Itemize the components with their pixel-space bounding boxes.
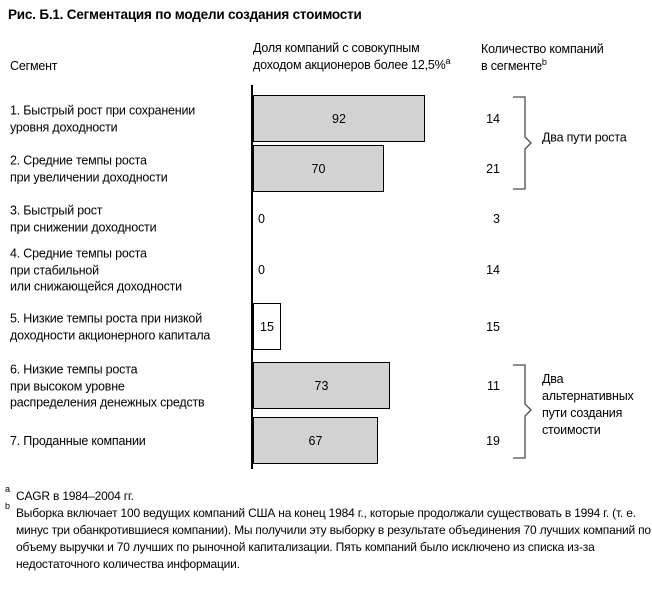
- segment-count-4: 14: [486, 263, 500, 277]
- segment-label-3: 3. Быстрый рост при снижении доходности: [10, 203, 157, 234]
- segment-label-7: 7. Проданные компании: [10, 433, 146, 448]
- bar-value-label: 73: [314, 378, 329, 393]
- segment-count-6: 11: [487, 379, 500, 393]
- share-bar-5: [253, 303, 281, 350]
- chart-baseline-axis: [251, 85, 253, 469]
- column-header-count-line2: в сегменте$^b$: [481, 56, 547, 73]
- segment-count-1: 14: [486, 112, 500, 126]
- zero-value-label-3: 0: [258, 212, 265, 226]
- footnote-marker-b-ref: b: [541, 56, 547, 67]
- share-bar-1: [253, 95, 425, 142]
- bar-value-label: 67: [308, 433, 323, 448]
- footnote-b-text: Выборка включает 100 ведущих компаний США на конец 1984 г., которые продолжали существовать в 1994 г. (т. е. минус три обанкротившиеся компании). Мы получили эту выборку в результате объединения 70 лучших компаний по объему выручки и 70 лучших по рыночной капитализации. Пять компаний было исключено из списка из-за недостаточного количества информации.: [16, 506, 651, 571]
- segment-label-1: 1. Быстрый рост при сохранении уровня доходности: [10, 103, 196, 134]
- column-header-count: [481, 41, 631, 74]
- segment-label-6: 6. Низкие темпы роста при высоком уровне распределения денежных средств: [10, 362, 205, 410]
- segment-label-2: 2. Средние темпы роста при увеличении доходности: [10, 153, 168, 184]
- footnote-a: a CAGR в 1984–2004 гг.: [5, 484, 134, 503]
- segment-count-2: 21: [486, 162, 500, 176]
- column-header-share-line1: Доля компаний с совокупным: [253, 41, 420, 55]
- share-bar-2: [253, 145, 384, 192]
- segment-count-5: 15: [486, 320, 500, 334]
- column-header-share-line2: доходом акционеров более 12,5%$^a$: [253, 55, 451, 72]
- bar-value-label: 15: [260, 319, 274, 334]
- brace-growth-paths: [511, 96, 533, 190]
- footnote-b: b Выборка включает 100 ведущих компаний США на конец 1984 г., которые продолжали существовать в 1994 г. (т. е. минус три обанкротившиеся компании). Мы получили эту выборку в результате объединения 70 лучших компаний по объему выручки и 70 лучших по рыночной капитализации. Пять компаний было исключено из списка из-за недостаточного количества информации.: [5, 501, 651, 571]
- segment-label-5: 5. Низкие темпы роста при низкой доходности акционерного капитала: [10, 311, 211, 342]
- bar-value-label: 70: [311, 161, 326, 176]
- segment-label-4: 4. Средние темпы роста при стабильной или снижающейся доходности: [10, 246, 182, 294]
- figure-title: Рис. Б.1. Сегментация по модели создания стоимости: [8, 7, 362, 22]
- brace-label-alternative-paths: Два альтернативных пути создания стоимости: [542, 372, 634, 437]
- column-header-count-line1: Количество компаний: [481, 42, 604, 56]
- column-header-share: [253, 40, 453, 73]
- footnote-marker-a-ref: a: [445, 55, 451, 66]
- footnote-a-text: CAGR в 1984–2004 гг.: [16, 489, 134, 503]
- segment-count-7: 19: [486, 434, 500, 448]
- brace-label-growth-paths: Два пути роста: [542, 130, 627, 145]
- zero-value-label-4: 0: [258, 263, 265, 277]
- bar-value-label: 92: [332, 111, 346, 126]
- share-bar-6: [253, 362, 390, 409]
- share-bar-7: [253, 417, 378, 464]
- segment-count-3: 3: [493, 212, 500, 226]
- column-header-segment: Сегмент: [10, 59, 58, 73]
- brace-alternative-paths: [511, 364, 533, 459]
